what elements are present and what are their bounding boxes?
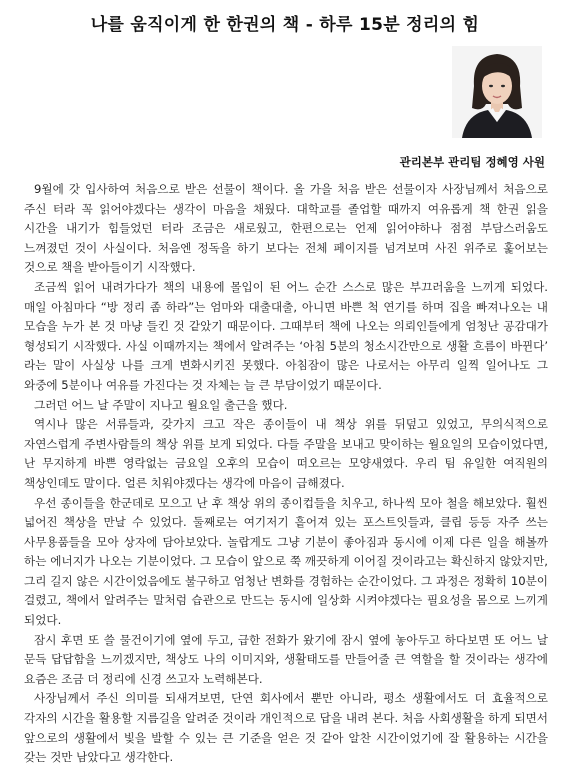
author-byline: 관리본부 관리팀 정혜영 사원 (399, 155, 545, 169)
article-paragraph: 우선 종이들을 한군데로 모으고 난 후 책상 위의 종이컵들을 치우고, 하나씩 모아 철을 해보았다. 훨씬 넓어진 책상을 만날 수 있었다. 둘째로는 여기저기 흩어져 있는 포스트잇들과, 클립 등등 자주 쓰는 사무용품들을 모아 상자에 담아보았다. 놀랍게도 그냥 기분이 좋아짐과 동시에 이제 다른 일을 해볼까 하는 에너지가 나오는 기분이었다. 그 모습이 앞으로 쭉 깨끗하게 이어질 것이라고는 확신하지 않았지만, 그리 길지 않은 시간이었음에도 불구하고 엄청난 변화를 경험하는 순간이었다. 그 과정은 정확히 10분이 걸렸고, 책에서 알려주는 말처럼 습관으로 만드는 동시에 일상화 시켜야겠다는 필요성을 몸으로 느끼게 되었다. (24, 495, 548, 628)
article-title: 나를 움직이게 한 한권의 책 - 하루 15분 정리의 힘 (90, 15, 480, 35)
article-paragraph: 조금씩 읽어 내려가다가 책의 내용에 몰입이 된 어느 순간 스스로 많은 부끄러움을 느끼게 되었다. 매일 아침마다 “방 정리 좀 하라”는 엄마와 대출대출, 아니면 바쁜 척 연기를 하며 집을 빠져나오는 내 모습을 누가 본 것 마냥 들킨 것 같았기 때문이다. 그때부터 책에 나오는 의뢰인들에게 엄청난 공감대가 형성되기 시작했다. 사실 이때까지는 책에서 알려주는 ‘아침 5분의 청소시간만으로 생활 흐름이 바뀐다’ 라는 말이 사실상 나를 크게 변화시키진 못했다. 아침잠이 많은 나로서는 아무리 일찍 일어나도 그 와중에 5분이나 여유를 가진다는 것 자체는 늘 큰 부담이었기 때문이다. (24, 279, 548, 392)
portrait-photo-icon (452, 46, 542, 138)
article-paragraph: 그러던 어느 날 주말이 지나고 월요일 출근을 했다. (34, 397, 288, 412)
article-paragraph: 역시나 많은 서류들과, 갖가지 크고 작은 종이들이 내 책상 위를 뒤덮고 있었고, 무의식적으로 자연스럽게 주변사람들의 책상 위를 보게 되었다. 다들 주말을 보내고 맞이하는 월요일의 모습이었다면, 난 무지하게 바쁜 영락없는 금요일 오후의 모습이 떠오르는 모양새였다. 우리 팀 유일한 여직원의 책상인데도 말이다. 얼른 치워야겠다는 생각에 마음이 급해졌다. (24, 417, 548, 490)
article-paragraph: 9월에 갓 입사하여 처음으로 받은 선물이 책이다. 올 가을 처음 받은 선물이자 사장님께서 처음으로 주신 터라 꼭 읽어야겠다는 생각이 마음을 채웠다. 대학교를 졸업할 때까지 여유롭게 책 한권 읽을 시간을 내기가 힘들었던 터라 조금은 새로웠고, 한편으로는 언제 읽어야하나 점점 부담스러움도 느껴졌던 것이 사실이다. 처음엔 정독을 하기 보다는 전체 페이지를 넘겨보며 사진 위주로 훑어보는 것으로 책을 받아들이기 시작했다. (24, 182, 548, 275)
portrait-photo (452, 46, 542, 138)
article-paragraph: 사장님께서 주신 의미를 되새겨보면, 단연 회사에서 뿐만 아니라, 평소 생활에서도 더 효율적으로 각자의 시간을 활용할 지름길을 알려준 것이라 개인적으로 답을 내려 본다. 처음 사회생활을 하게 되면서 앞으로의 생활에서 빛을 발할 수 있는 큰 기준을 얻은 것 같아 알찬 시간이었기에 잘 활용하는 시간을 갖는 것만 남았다고 생각한다. (24, 691, 548, 765)
article-paragraph: 잠시 후면 또 쓸 물건이기에 옆에 두고, 급한 전화가 왔기에 잠시 옆에 놓아두고 하다보면 또 어느 날 문득 답답함을 느끼겠지만, 책상도 나의 이미지와, 생활태도를 만들어줄 큰 역할을 할 것이라는 생각에 요즘은 조금 더 정리에 신경 쓰고자 노력해본다. (24, 632, 548, 686)
article-body (24, 180, 548, 768)
